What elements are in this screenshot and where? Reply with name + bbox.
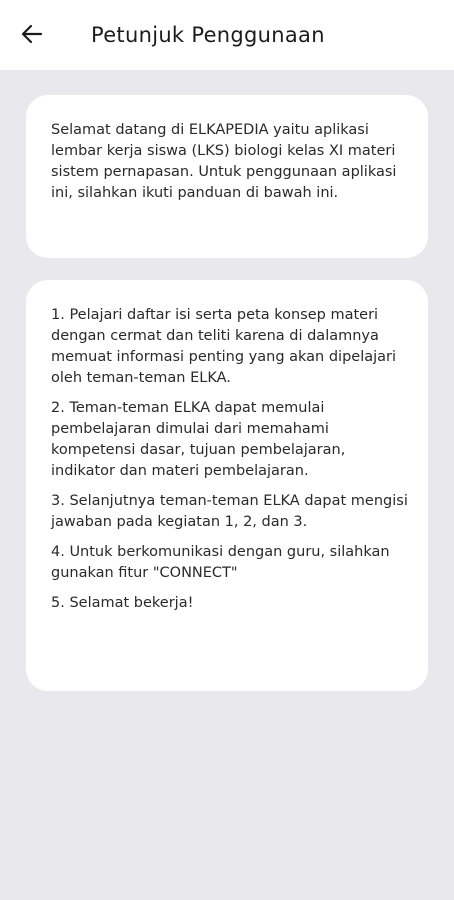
instruction-step: 3. Selanjutnya teman-teman ELKA dapat mengisi jawaban pada kegiatan 1, 2, dan 3. — [51, 493, 408, 530]
instruction-step: 1. Pelajari daftar isi serta peta konsep materi dengan cermat dan teliti karena di dalamnya memuat informasi penting yang akan dipelajari oleh teman-teman ELKA. — [51, 307, 397, 386]
intro-text: Selamat datang di ELKAPEDIA yaitu aplikasi lembar kerja siswa (LKS) biologi kelas XI materi sistem pernapasan. Untuk penggunaan aplikasi ini, silahkan ikuti panduan di bawah ini. — [51, 122, 397, 201]
app-bar — [0, 0, 454, 70]
back-button[interactable] — [14, 18, 50, 54]
instructions-card — [26, 280, 428, 691]
intro-card — [26, 95, 428, 258]
page-title: Petunjuk Penggunaan — [91, 23, 325, 47]
instruction-step: 5. Selamat bekerja! — [51, 595, 194, 611]
instruction-step: 2. Teman-teman ELKA dapat memulai pembelajaran dimulai dari memahami kompetensi dasar, tujuan pembelajaran, indikator dan materi pembelajaran. — [51, 400, 346, 479]
arrow-left-icon — [21, 24, 43, 48]
instruction-step: 4. Untuk berkomunikasi dengan guru, silahkan gunakan fitur "CONNECT" — [51, 544, 390, 581]
